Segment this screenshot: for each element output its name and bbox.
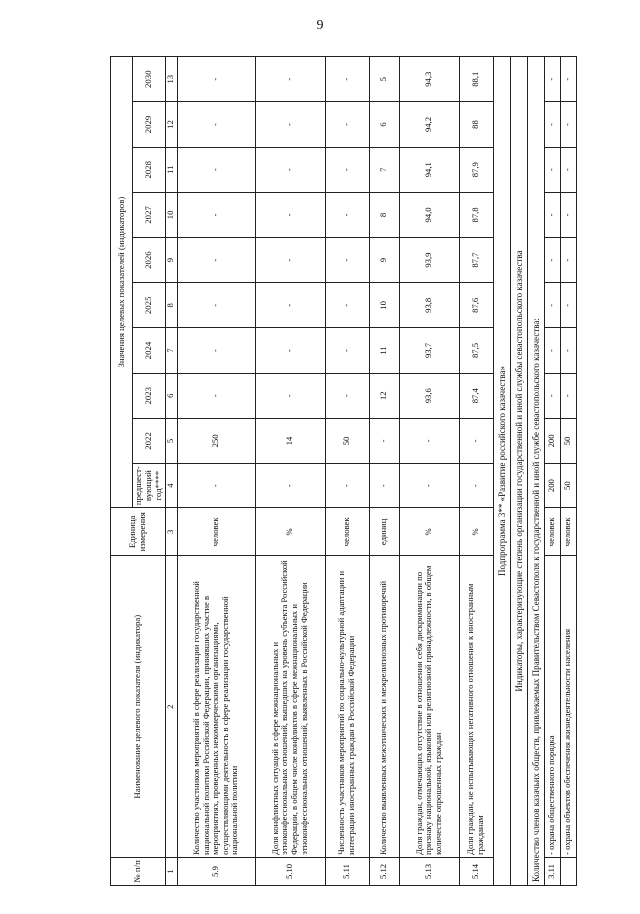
value-cell: - [544, 238, 560, 283]
header-year: 2022 [133, 418, 166, 463]
unit-cell: % [459, 508, 493, 556]
value-cell: - [560, 328, 576, 373]
value-cell: 200 [544, 418, 560, 463]
value-cell: - [177, 57, 255, 102]
value-cell: 6 [369, 102, 399, 147]
members-heading: Количество членов казачьих обществ, привлекаемых Правительством Севастополя к государственной и иной службе севастопольского казачества: [527, 57, 544, 886]
rotated-table-container [110, 56, 580, 886]
value-cell: 93,8 [399, 283, 459, 328]
header-prev-year: предшест-вующий год**** [133, 464, 166, 508]
value-cell: - [544, 57, 560, 102]
subprogram-title: Подпрограмма 3** «Развитие российского казачества» [493, 57, 510, 886]
row-number: 5.13 [399, 857, 459, 885]
value-cell: 93,6 [399, 373, 459, 418]
unit-cell: % [399, 508, 459, 556]
value-cell: 14 [255, 418, 325, 463]
value-cell: 93,7 [399, 328, 459, 373]
value-cell: 88,1 [459, 57, 493, 102]
value-cell: - [544, 373, 560, 418]
value-cell: - [560, 57, 576, 102]
table-row [255, 57, 325, 886]
value-cell: - [255, 328, 325, 373]
table-row [560, 57, 576, 886]
value-cell: - [255, 147, 325, 192]
column-number: 11 [165, 147, 177, 192]
header-year: 2024 [133, 328, 166, 373]
header-year: 2026 [133, 238, 166, 283]
column-number: 2 [165, 556, 177, 857]
value-cell: - [325, 238, 369, 283]
table-row [369, 57, 399, 886]
unit-cell: человек [177, 508, 255, 556]
value-cell: - [177, 328, 255, 373]
indicator-name: Доля конфликтных ситуаций в сфере межнациональных и этноконфессиональных отношений, вышедших на уровень субъекта Российской Федерации, в общем числе конфликтов в сфере межнациональных и этноконфессиональных отношений, выявленных в Российской Федерации [255, 556, 325, 857]
row-number: 5.11 [325, 857, 369, 885]
value-cell: 9 [369, 238, 399, 283]
value-cell: 93,9 [399, 238, 459, 283]
value-cell: 87,5 [459, 328, 493, 373]
indicator-name: - охрана общественного порядка [544, 556, 560, 857]
unit-cell: человек [560, 508, 576, 556]
value-cell: - [544, 328, 560, 373]
value-cell: 87,8 [459, 192, 493, 237]
header-num: № п/п [111, 857, 166, 885]
value-cell: - [325, 283, 369, 328]
value-cell: 87,6 [459, 283, 493, 328]
indicator-name: Доля граждан, отмечающих отсутствие в отношении себя дискриминации по признаку национальной, языковой или религиозной принадлежности, в общем количестве опрошенных граждан [399, 556, 459, 857]
indicator-name: Численность участников мероприятий по социально-культурной адаптации и интеграции иностранных граждан в Российской Федерации [325, 556, 369, 857]
table-row [544, 57, 560, 886]
row-number: 5.9 [177, 857, 255, 885]
value-cell: - [369, 418, 399, 463]
column-number: 10 [165, 192, 177, 237]
unit-cell: человек [325, 508, 369, 556]
value-cell: - [325, 57, 369, 102]
value-cell: - [544, 102, 560, 147]
value-cell: 94,0 [399, 192, 459, 237]
value-cell: - [255, 57, 325, 102]
header-year: 2030 [133, 57, 166, 102]
value-cell: 11 [369, 328, 399, 373]
header-year: 2028 [133, 147, 166, 192]
value-cell: - [177, 102, 255, 147]
row-number: 5.10 [255, 857, 325, 885]
value-cell: - [177, 238, 255, 283]
prev-year-cell: 50 [560, 464, 576, 508]
value-cell: 94,2 [399, 102, 459, 147]
column-number: 12 [165, 102, 177, 147]
value-cell: 5 [369, 57, 399, 102]
row-number: 5.12 [369, 857, 399, 885]
value-cell: - [544, 283, 560, 328]
header-name: Наименование целевого показателя (индикатора) [111, 556, 166, 857]
prev-year-cell: 200 [544, 464, 560, 508]
value-cell: - [325, 192, 369, 237]
prev-year-cell: - [399, 464, 459, 508]
prev-year-cell: - [177, 464, 255, 508]
value-cell: 7 [369, 147, 399, 192]
prev-year-cell: - [325, 464, 369, 508]
value-cell: 94,3 [399, 57, 459, 102]
value-cell: 87,7 [459, 238, 493, 283]
value-cell: - [544, 192, 560, 237]
value-cell: 94,1 [399, 147, 459, 192]
value-cell: 50 [325, 418, 369, 463]
header-year: 2029 [133, 102, 166, 147]
table-row [399, 57, 459, 886]
value-cell: - [459, 418, 493, 463]
row-number: 3.11 [544, 857, 560, 885]
value-cell: - [255, 102, 325, 147]
value-cell: - [560, 192, 576, 237]
column-number: 6 [165, 373, 177, 418]
value-cell: 88 [459, 102, 493, 147]
prev-year-cell: - [459, 464, 493, 508]
page-number: 9 [316, 18, 324, 33]
value-cell: - [255, 238, 325, 283]
header-year: 2025 [133, 283, 166, 328]
column-number: 9 [165, 238, 177, 283]
value-cell: 87,4 [459, 373, 493, 418]
column-number: 5 [165, 418, 177, 463]
column-number: 8 [165, 283, 177, 328]
value-cell: - [399, 418, 459, 463]
value-cell: - [177, 192, 255, 237]
value-cell: - [255, 373, 325, 418]
indicators-title: Индикаторы, характеризующие степень организации государственной и иной службы севастопольского казачества [510, 57, 527, 886]
value-cell: - [560, 373, 576, 418]
value-cell: - [560, 102, 576, 147]
column-number: 13 [165, 57, 177, 102]
unit-cell: человек [544, 508, 560, 556]
table-row [177, 57, 255, 886]
unit-cell: единиц [369, 508, 399, 556]
row-number: 5.14 [459, 857, 493, 885]
value-cell: - [255, 192, 325, 237]
value-cell: 50 [560, 418, 576, 463]
value-cell: - [325, 147, 369, 192]
members-heading-row [527, 57, 544, 886]
indicator-name: Количество участников мероприятий в сфере реализации государственной национальной политики Российской Федерации, принявших участие в мероприятиях, проведенных некоммерческими организациями, осуществляющими деятельность в сфере реализации государственной национальной политики [177, 556, 255, 857]
header-year: 2027 [133, 192, 166, 237]
value-cell: - [560, 238, 576, 283]
value-cell: - [177, 373, 255, 418]
table-row [325, 57, 369, 886]
unit-cell: % [255, 508, 325, 556]
value-cell: 10 [369, 283, 399, 328]
subprogram-title-row [493, 57, 510, 886]
value-cell: - [255, 283, 325, 328]
prev-year-cell: - [255, 464, 325, 508]
column-number: 7 [165, 328, 177, 373]
indicator-name: Количество выявленных межэтнических и межрелигиозных противоречий [369, 556, 399, 857]
value-cell: - [177, 283, 255, 328]
indicator-name: Доля граждан, не испытывающих негативного отношения к иностранным гражданам [459, 556, 493, 857]
value-cell: - [544, 147, 560, 192]
header-unit: Единица измерения [111, 508, 166, 556]
column-number: 1 [165, 857, 177, 885]
header-year: 2023 [133, 373, 166, 418]
column-number: 3 [165, 508, 177, 556]
column-number: 4 [165, 464, 177, 508]
value-cell: 250 [177, 418, 255, 463]
value-cell: 8 [369, 192, 399, 237]
value-cell: - [177, 147, 255, 192]
indicator-name: - охрана объектов обеспечения жизнедеятельности населения [560, 556, 576, 857]
value-cell: - [560, 283, 576, 328]
indicators-table [110, 56, 577, 886]
value-cell: - [325, 373, 369, 418]
table-row [459, 57, 493, 886]
value-cell: 12 [369, 373, 399, 418]
value-cell: - [325, 102, 369, 147]
value-cell: 87,9 [459, 147, 493, 192]
row-number [560, 857, 576, 885]
value-cell: - [325, 328, 369, 373]
header-values-group: Значения целевых показателей (индикаторов) [111, 57, 133, 508]
indicators-title-row [510, 57, 527, 886]
value-cell: - [560, 147, 576, 192]
prev-year-cell: - [369, 464, 399, 508]
